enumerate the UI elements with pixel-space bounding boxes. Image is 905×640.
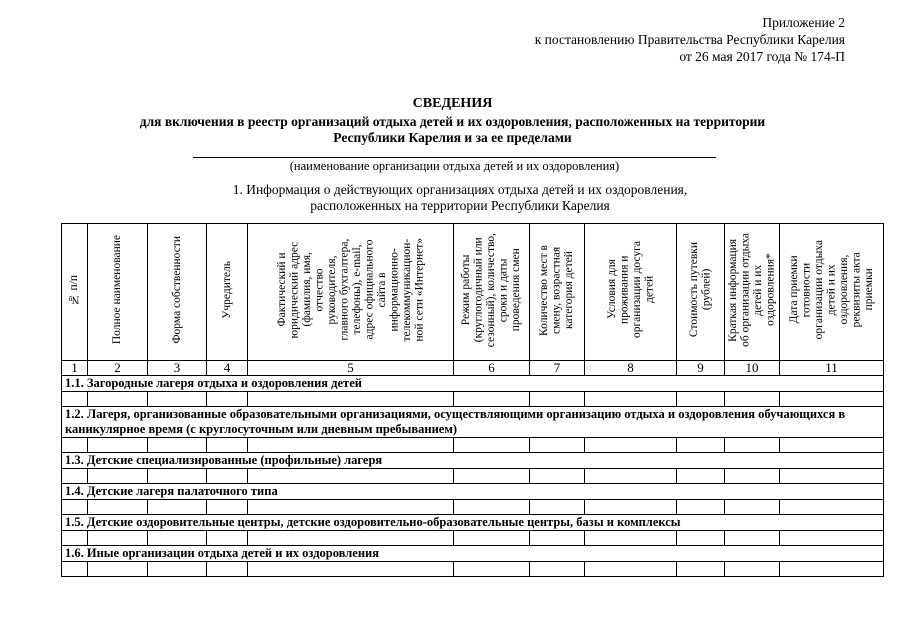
header-label: Количество мест в смену, возрастная категория детей [538,244,576,336]
column-number: 1 [62,361,88,376]
table-cell[interactable] [530,500,585,515]
table-cell[interactable] [677,469,725,484]
header-label: Фактический и юридический адрес (фамилия, имя, отчество руководителя, главного бухгалтера, телефоны), e-mail, адрес официального сайта в информационно- телекоммуникацион- ной сети «Интернет» [275,238,425,342]
section-title: 1.4. Детские лагеря палаточного типа [62,484,884,500]
table-cell[interactable] [88,438,148,453]
table-cell[interactable] [62,438,88,453]
table-cell[interactable] [585,531,677,546]
section-title: 1.1. Загородные лагеря отдыха и оздоровления детей [62,376,884,392]
column-number: 6 [454,361,530,376]
section-row [62,453,884,469]
header-cell [677,224,725,361]
section-title: 1.3. Детские специализированные (профильные) лагеря [62,453,884,469]
table-cell[interactable] [62,500,88,515]
table-cell[interactable] [780,500,884,515]
table-cell[interactable] [62,562,88,577]
appendix-line-2: к постановлению Правительства Республики Карелия [534,32,845,47]
table-cell[interactable] [725,531,780,546]
table-cell[interactable] [88,469,148,484]
table-cell[interactable] [454,438,530,453]
table-cell[interactable] [248,438,454,453]
table-cell[interactable] [725,500,780,515]
table-cell[interactable] [780,469,884,484]
table-cell[interactable] [248,469,454,484]
table-cell[interactable] [725,469,780,484]
table-cell[interactable] [585,469,677,484]
subtitle-line-1: для включения в реестр организаций отдыха детей и их оздоровления, расположенных на территории [139,114,766,129]
table-cell[interactable] [207,562,248,577]
column-number: 10 [725,361,780,376]
section-line-1: 1. Информация о действующих организациях отдыха детей и их оздоровления, [232,182,688,197]
table-cell[interactable] [148,562,207,577]
table-row [62,531,884,546]
column-number: 7 [530,361,585,376]
column-number: 11 [780,361,884,376]
section-row [62,376,884,392]
header-cell [207,224,248,361]
table-cell[interactable] [725,438,780,453]
organization-name-line [193,157,716,158]
table-cell[interactable] [207,531,248,546]
section-row [62,484,884,500]
section-row [62,546,884,562]
table-cell[interactable] [248,531,454,546]
section-heading [150,182,770,214]
table-cell[interactable] [677,562,725,577]
column-number-row [62,361,884,376]
table-cell[interactable] [780,531,884,546]
header-label: Краткая информация об организации отдыха детей и их оздоровления* [727,233,777,347]
header-cell [148,224,207,361]
table-cell[interactable] [454,500,530,515]
header-cell [88,224,148,361]
table-cell[interactable] [148,500,207,515]
table-cell[interactable] [454,469,530,484]
table-cell[interactable] [207,438,248,453]
table-cell[interactable] [207,469,248,484]
column-number: 9 [677,361,725,376]
header-cell [454,224,530,361]
table-cell[interactable] [148,469,207,484]
header-cell [62,224,88,361]
section-line-2: расположенных на территории Республики Карелия [310,198,610,213]
table-cell[interactable] [88,392,148,407]
table-cell[interactable] [454,531,530,546]
table-cell[interactable] [62,392,88,407]
table-cell[interactable] [62,531,88,546]
document-title: СВЕДЕНИЯ [412,96,493,111]
table-cell[interactable] [530,469,585,484]
table-cell[interactable] [677,438,725,453]
table-cell[interactable] [585,562,677,577]
table-row [62,562,884,577]
subtitle-line-2: Республики Карелия и за ее пределами [333,130,572,145]
section-title: 1.2. Лагеря, организованные образовательными организациями, осуществляющими организацию отдыха и оздоровления обучающихся в каникулярное время (с круглосуточным или дневным пребыванием) [62,407,884,438]
table-cell[interactable] [530,438,585,453]
table-cell[interactable] [530,562,585,577]
column-number: 8 [585,361,677,376]
header-cell [530,224,585,361]
table-cell[interactable] [677,531,725,546]
table-row [62,438,884,453]
header-label: Учредитель [220,261,233,319]
table-cell[interactable] [780,562,884,577]
table-cell[interactable] [248,562,454,577]
table-cell[interactable] [454,562,530,577]
table-cell[interactable] [677,500,725,515]
table-cell[interactable] [148,531,207,546]
header-cell [725,224,780,361]
header-cell [585,224,677,361]
table-cell[interactable] [62,469,88,484]
organization-name-caption: (наименование организации отдыха детей и их оздоровления) [289,159,620,173]
table-cell[interactable] [585,392,677,407]
header-label: Форма собственности [170,236,183,344]
table-cell[interactable] [585,500,677,515]
header-label: Стоимость путевки (рублей) [688,242,713,338]
table-cell[interactable] [530,392,585,407]
header-label: Дата приемки готовности организации отдыха детей и их оздоровления, реквизиты акта приемки [787,240,875,340]
table-cell[interactable] [248,500,454,515]
column-number: 3 [148,361,207,376]
header-label: Режим работы (круглогодичный или сезонный), количество, сроки и даты проведения смен [460,232,523,348]
section-title: 1.6. Иные организации отдыха детей и их оздоровления [62,546,884,562]
table-cell[interactable] [88,531,148,546]
table-cell[interactable] [88,562,148,577]
table-cell[interactable] [148,438,207,453]
appendix-line-1: Приложение 2 [762,15,845,30]
table-row [62,392,884,407]
table-cell[interactable] [454,392,530,407]
table-cell[interactable] [530,531,585,546]
section-row [62,407,884,438]
section-title: 1.5. Детские оздоровительные центры, детские оздоровительно-образовательные центры, базы и комплексы [62,515,884,531]
header-cell [248,224,454,361]
table-cell[interactable] [148,392,207,407]
registry-table [61,223,884,577]
header-label: № п/п [68,274,81,306]
table-cell[interactable] [88,500,148,515]
appendix-note [535,14,845,65]
table-cell[interactable] [585,438,677,453]
table-body [62,224,884,577]
appendix-line-3: от 26 мая 2017 года № 174-П [679,49,845,64]
header-label: Условия для проживания и организации досуга детей [605,241,655,339]
table-cell[interactable] [780,392,884,407]
table-row [62,469,884,484]
table-cell[interactable] [725,562,780,577]
table-cell[interactable] [780,438,884,453]
header-row [62,224,884,361]
table-row [62,500,884,515]
table-cell[interactable] [677,392,725,407]
column-number: 4 [207,361,248,376]
column-number: 5 [248,361,454,376]
section-row [62,515,884,531]
table-cell[interactable] [725,392,780,407]
table-cell[interactable] [207,392,248,407]
table-cell[interactable] [207,500,248,515]
header-cell [780,224,884,361]
column-number: 2 [88,361,148,376]
header-label: Полное наименование [111,235,124,345]
document-subtitle [120,114,785,146]
table-cell[interactable] [248,392,454,407]
